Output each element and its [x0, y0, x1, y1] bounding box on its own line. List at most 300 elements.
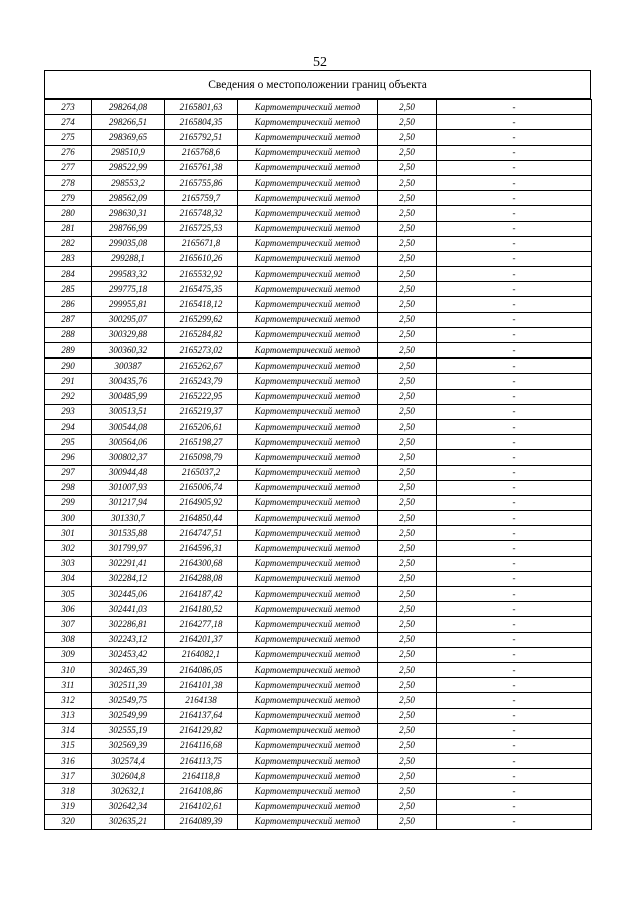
point-number-cell: 300	[45, 511, 92, 526]
x-coordinate-cell: 299775,18	[92, 282, 165, 297]
description-cell: -	[437, 374, 592, 389]
y-coordinate-cell: 2164108,86	[165, 784, 238, 799]
table-row	[45, 526, 592, 541]
accuracy-cell: 2,50	[378, 723, 437, 738]
description-cell: -	[437, 511, 592, 526]
x-coordinate-cell: 302286,81	[92, 617, 165, 632]
method-cell: Картометрический метод	[238, 799, 378, 814]
x-coordinate-cell: 298522,99	[92, 160, 165, 175]
description-cell: -	[437, 632, 592, 647]
accuracy-cell: 2,50	[378, 327, 437, 342]
table-row	[45, 465, 592, 480]
y-coordinate-cell: 2165671,8	[165, 236, 238, 251]
y-coordinate-cell: 2165299,62	[165, 312, 238, 327]
accuracy-cell: 2,50	[378, 419, 437, 434]
accuracy-cell: 2,50	[378, 404, 437, 419]
table-row	[45, 145, 592, 160]
table-row	[45, 784, 592, 799]
y-coordinate-cell: 2164086,05	[165, 662, 238, 677]
y-coordinate-cell: 2165198,27	[165, 435, 238, 450]
table-row	[45, 632, 592, 647]
table-row	[45, 571, 592, 586]
x-coordinate-cell: 301535,88	[92, 526, 165, 541]
method-cell: Картометрический метод	[238, 297, 378, 312]
point-number-cell: 281	[45, 221, 92, 236]
description-cell: -	[437, 282, 592, 297]
y-coordinate-cell: 2164116,68	[165, 738, 238, 753]
table-row	[45, 389, 592, 404]
method-cell: Картометрический метод	[238, 115, 378, 130]
table-row	[45, 814, 592, 829]
description-cell: -	[437, 708, 592, 723]
method-cell: Картометрический метод	[238, 282, 378, 297]
point-number-cell: 301	[45, 526, 92, 541]
accuracy-cell: 2,50	[378, 145, 437, 160]
table-row	[45, 708, 592, 723]
y-coordinate-cell: 2164101,38	[165, 678, 238, 693]
description-cell: -	[437, 450, 592, 465]
point-number-cell: 278	[45, 175, 92, 190]
method-cell: Картометрический метод	[238, 480, 378, 495]
table-row	[45, 206, 592, 221]
x-coordinate-cell: 302284,12	[92, 571, 165, 586]
accuracy-cell: 2,50	[378, 389, 437, 404]
y-coordinate-cell: 2164113,75	[165, 754, 238, 769]
method-cell: Картометрический метод	[238, 236, 378, 251]
x-coordinate-cell: 299955,81	[92, 297, 165, 312]
table-row	[45, 343, 592, 359]
method-cell: Картометрический метод	[238, 358, 378, 374]
x-coordinate-cell: 302574,4	[92, 754, 165, 769]
x-coordinate-cell: 300564,06	[92, 435, 165, 450]
method-cell: Картометрический метод	[238, 100, 378, 115]
description-cell: -	[437, 769, 592, 784]
y-coordinate-cell: 2165610,26	[165, 251, 238, 266]
y-coordinate-cell: 2165475,35	[165, 282, 238, 297]
point-number-cell: 311	[45, 678, 92, 693]
table-row	[45, 738, 592, 753]
y-coordinate-cell: 2165768,6	[165, 145, 238, 160]
method-cell: Картометрический метод	[238, 738, 378, 753]
x-coordinate-cell: 299583,32	[92, 267, 165, 282]
accuracy-cell: 2,50	[378, 738, 437, 753]
method-cell: Картометрический метод	[238, 130, 378, 145]
x-coordinate-cell: 300944,48	[92, 465, 165, 480]
point-number-cell: 313	[45, 708, 92, 723]
point-number-cell: 287	[45, 312, 92, 327]
method-cell: Картометрический метод	[238, 617, 378, 632]
accuracy-cell: 2,50	[378, 100, 437, 115]
method-cell: Картометрический метод	[238, 221, 378, 236]
y-coordinate-cell: 2165262,67	[165, 358, 238, 374]
x-coordinate-cell: 298630,31	[92, 206, 165, 221]
accuracy-cell: 2,50	[378, 343, 437, 359]
accuracy-cell: 2,50	[378, 175, 437, 190]
y-coordinate-cell: 2164089,39	[165, 814, 238, 829]
description-cell: -	[437, 723, 592, 738]
y-coordinate-cell: 2165206,61	[165, 419, 238, 434]
y-coordinate-cell: 2164850,44	[165, 511, 238, 526]
point-number-cell: 289	[45, 343, 92, 359]
coordinates-table	[44, 99, 592, 830]
table-row	[45, 435, 592, 450]
description-cell: -	[437, 784, 592, 799]
y-coordinate-cell: 2165006,74	[165, 480, 238, 495]
table-row	[45, 693, 592, 708]
point-number-cell: 302	[45, 541, 92, 556]
method-cell: Картометрический метод	[238, 587, 378, 602]
point-number-cell: 305	[45, 587, 92, 602]
table-row	[45, 267, 592, 282]
description-cell: -	[437, 480, 592, 495]
point-number-cell: 319	[45, 799, 92, 814]
method-cell: Картометрический метод	[238, 602, 378, 617]
y-coordinate-cell: 2164300,68	[165, 556, 238, 571]
y-coordinate-cell: 2165284,82	[165, 327, 238, 342]
accuracy-cell: 2,50	[378, 784, 437, 799]
y-coordinate-cell: 2165748,32	[165, 206, 238, 221]
description-cell: -	[437, 799, 592, 814]
accuracy-cell: 2,50	[378, 435, 437, 450]
y-coordinate-cell: 2164180,52	[165, 602, 238, 617]
method-cell: Картометрический метод	[238, 191, 378, 206]
method-cell: Картометрический метод	[238, 389, 378, 404]
method-cell: Картометрический метод	[238, 526, 378, 541]
y-coordinate-cell: 2165273,02	[165, 343, 238, 359]
x-coordinate-cell: 302604,8	[92, 769, 165, 784]
method-cell: Картометрический метод	[238, 495, 378, 510]
accuracy-cell: 2,50	[378, 662, 437, 677]
y-coordinate-cell: 2164905,92	[165, 495, 238, 510]
accuracy-cell: 2,50	[378, 191, 437, 206]
y-coordinate-cell: 2164277,18	[165, 617, 238, 632]
x-coordinate-cell: 302549,75	[92, 693, 165, 708]
description-cell: -	[437, 738, 592, 753]
table-row	[45, 541, 592, 556]
x-coordinate-cell: 302453,42	[92, 647, 165, 662]
accuracy-cell: 2,50	[378, 480, 437, 495]
y-coordinate-cell: 2164288,08	[165, 571, 238, 586]
table-row	[45, 647, 592, 662]
accuracy-cell: 2,50	[378, 236, 437, 251]
point-number-cell: 291	[45, 374, 92, 389]
method-cell: Картометрический метод	[238, 662, 378, 677]
description-cell: -	[437, 435, 592, 450]
y-coordinate-cell: 2164596,31	[165, 541, 238, 556]
description-cell: -	[437, 404, 592, 419]
accuracy-cell: 2,50	[378, 511, 437, 526]
description-cell: -	[437, 236, 592, 251]
coordinates-table-body	[45, 100, 592, 830]
description-cell: -	[437, 191, 592, 206]
y-coordinate-cell: 2165222,95	[165, 389, 238, 404]
accuracy-cell: 2,50	[378, 221, 437, 236]
description-cell: -	[437, 175, 592, 190]
y-coordinate-cell: 2165761,38	[165, 160, 238, 175]
accuracy-cell: 2,50	[378, 754, 437, 769]
y-coordinate-cell: 2165037,2	[165, 465, 238, 480]
point-number-cell: 285	[45, 282, 92, 297]
method-cell: Картометрический метод	[238, 374, 378, 389]
table-row	[45, 251, 592, 266]
table-row	[45, 404, 592, 419]
x-coordinate-cell: 302555,19	[92, 723, 165, 738]
method-cell: Картометрический метод	[238, 419, 378, 434]
description-cell: -	[437, 145, 592, 160]
description-cell: -	[437, 206, 592, 221]
x-coordinate-cell: 299035,08	[92, 236, 165, 251]
table-row	[45, 130, 592, 145]
point-number-cell: 309	[45, 647, 92, 662]
method-cell: Картометрический метод	[238, 723, 378, 738]
y-coordinate-cell: 2164129,82	[165, 723, 238, 738]
description-cell: -	[437, 647, 592, 662]
x-coordinate-cell: 302549,99	[92, 708, 165, 723]
description-cell: -	[437, 571, 592, 586]
method-cell: Картометрический метод	[238, 571, 378, 586]
x-coordinate-cell: 300360,32	[92, 343, 165, 359]
point-number-cell: 295	[45, 435, 92, 450]
table-title: Сведения о местоположении границ объекта	[44, 70, 591, 99]
page-number: 52	[313, 55, 327, 70]
accuracy-cell: 2,50	[378, 769, 437, 784]
x-coordinate-cell: 302635,21	[92, 814, 165, 829]
y-coordinate-cell: 2165804,35	[165, 115, 238, 130]
x-coordinate-cell: 298562,09	[92, 191, 165, 206]
y-coordinate-cell: 2164137,64	[165, 708, 238, 723]
accuracy-cell: 2,50	[378, 632, 437, 647]
method-cell: Картометрический метод	[238, 312, 378, 327]
method-cell: Картометрический метод	[238, 784, 378, 799]
y-coordinate-cell: 2164187,42	[165, 587, 238, 602]
table-row	[45, 312, 592, 327]
method-cell: Картометрический метод	[238, 404, 378, 419]
y-coordinate-cell: 2165243,79	[165, 374, 238, 389]
accuracy-cell: 2,50	[378, 160, 437, 175]
point-number-cell: 303	[45, 556, 92, 571]
point-number-cell: 315	[45, 738, 92, 753]
accuracy-cell: 2,50	[378, 814, 437, 829]
accuracy-cell: 2,50	[378, 799, 437, 814]
description-cell: -	[437, 115, 592, 130]
y-coordinate-cell: 2165759,7	[165, 191, 238, 206]
table-row	[45, 297, 592, 312]
accuracy-cell: 2,50	[378, 206, 437, 221]
point-number-cell: 304	[45, 571, 92, 586]
point-number-cell: 310	[45, 662, 92, 677]
description-cell: -	[437, 587, 592, 602]
accuracy-cell: 2,50	[378, 312, 437, 327]
point-number-cell: 318	[45, 784, 92, 799]
x-coordinate-cell: 298266,51	[92, 115, 165, 130]
table-row	[45, 587, 592, 602]
point-number-cell: 288	[45, 327, 92, 342]
table-row	[45, 754, 592, 769]
table-row	[45, 221, 592, 236]
point-number-cell: 312	[45, 693, 92, 708]
y-coordinate-cell: 2165418,12	[165, 297, 238, 312]
x-coordinate-cell: 302465,39	[92, 662, 165, 677]
y-coordinate-cell: 2165755,86	[165, 175, 238, 190]
accuracy-cell: 2,50	[378, 450, 437, 465]
point-number-cell: 274	[45, 115, 92, 130]
method-cell: Картометрический метод	[238, 251, 378, 266]
table-row	[45, 480, 592, 495]
point-number-cell: 282	[45, 236, 92, 251]
x-coordinate-cell: 302511,39	[92, 678, 165, 693]
y-coordinate-cell: 2164201,37	[165, 632, 238, 647]
x-coordinate-cell: 301330,7	[92, 511, 165, 526]
x-coordinate-cell: 302291,41	[92, 556, 165, 571]
point-number-cell: 314	[45, 723, 92, 738]
table-row	[45, 495, 592, 510]
y-coordinate-cell: 2164138	[165, 693, 238, 708]
y-coordinate-cell: 2165801,63	[165, 100, 238, 115]
table-row	[45, 419, 592, 434]
point-number-cell: 292	[45, 389, 92, 404]
table-row	[45, 374, 592, 389]
x-coordinate-cell: 301799,97	[92, 541, 165, 556]
y-coordinate-cell: 2165219,37	[165, 404, 238, 419]
table-row	[45, 175, 592, 190]
point-number-cell: 316	[45, 754, 92, 769]
x-coordinate-cell: 300435,76	[92, 374, 165, 389]
x-coordinate-cell: 300329,88	[92, 327, 165, 342]
accuracy-cell: 2,50	[378, 297, 437, 312]
x-coordinate-cell: 298264,08	[92, 100, 165, 115]
description-cell: -	[437, 617, 592, 632]
point-number-cell: 317	[45, 769, 92, 784]
accuracy-cell: 2,50	[378, 465, 437, 480]
point-number-cell: 320	[45, 814, 92, 829]
y-coordinate-cell: 2164118,8	[165, 769, 238, 784]
x-coordinate-cell: 298766,99	[92, 221, 165, 236]
y-coordinate-cell: 2164102,61	[165, 799, 238, 814]
description-cell: -	[437, 556, 592, 571]
description-cell: -	[437, 662, 592, 677]
method-cell: Картометрический метод	[238, 343, 378, 359]
table-row	[45, 617, 592, 632]
description-cell: -	[437, 267, 592, 282]
point-number-cell: 294	[45, 419, 92, 434]
description-cell: -	[437, 678, 592, 693]
table-row	[45, 602, 592, 617]
x-coordinate-cell: 298510,9	[92, 145, 165, 160]
x-coordinate-cell: 301007,93	[92, 480, 165, 495]
method-cell: Картометрический метод	[238, 556, 378, 571]
point-number-cell: 280	[45, 206, 92, 221]
x-coordinate-cell: 300295,07	[92, 312, 165, 327]
method-cell: Картометрический метод	[238, 435, 378, 450]
method-cell: Картометрический метод	[238, 450, 378, 465]
point-number-cell: 290	[45, 358, 92, 374]
method-cell: Картометрический метод	[238, 814, 378, 829]
point-number-cell: 299	[45, 495, 92, 510]
accuracy-cell: 2,50	[378, 556, 437, 571]
description-cell: -	[437, 343, 592, 359]
method-cell: Картометрический метод	[238, 175, 378, 190]
x-coordinate-cell: 298369,65	[92, 130, 165, 145]
method-cell: Картометрический метод	[238, 541, 378, 556]
description-cell: -	[437, 312, 592, 327]
description-cell: -	[437, 389, 592, 404]
description-cell: -	[437, 541, 592, 556]
accuracy-cell: 2,50	[378, 571, 437, 586]
method-cell: Картометрический метод	[238, 754, 378, 769]
table-row	[45, 450, 592, 465]
y-coordinate-cell: 2165725,53	[165, 221, 238, 236]
method-cell: Картометрический метод	[238, 632, 378, 647]
table-row	[45, 723, 592, 738]
x-coordinate-cell: 298553,2	[92, 175, 165, 190]
x-coordinate-cell: 300802,37	[92, 450, 165, 465]
x-coordinate-cell: 300513,51	[92, 404, 165, 419]
accuracy-cell: 2,50	[378, 602, 437, 617]
point-number-cell: 277	[45, 160, 92, 175]
description-cell: -	[437, 160, 592, 175]
accuracy-cell: 2,50	[378, 282, 437, 297]
point-number-cell: 293	[45, 404, 92, 419]
table-row	[45, 160, 592, 175]
accuracy-cell: 2,50	[378, 587, 437, 602]
accuracy-cell: 2,50	[378, 647, 437, 662]
point-number-cell: 306	[45, 602, 92, 617]
method-cell: Картометрический метод	[238, 145, 378, 160]
accuracy-cell: 2,50	[378, 267, 437, 282]
method-cell: Картометрический метод	[238, 708, 378, 723]
point-number-cell: 286	[45, 297, 92, 312]
description-cell: -	[437, 465, 592, 480]
x-coordinate-cell: 299288,1	[92, 251, 165, 266]
table-row	[45, 662, 592, 677]
x-coordinate-cell: 300544,08	[92, 419, 165, 434]
accuracy-cell: 2,50	[378, 526, 437, 541]
x-coordinate-cell: 300485,99	[92, 389, 165, 404]
description-cell: -	[437, 814, 592, 829]
method-cell: Картометрический метод	[238, 693, 378, 708]
y-coordinate-cell: 2165532,92	[165, 267, 238, 282]
table-row	[45, 100, 592, 115]
table-row	[45, 799, 592, 814]
table-row	[45, 511, 592, 526]
x-coordinate-cell: 300387	[92, 358, 165, 374]
method-cell: Картометрический метод	[238, 511, 378, 526]
point-number-cell: 296	[45, 450, 92, 465]
method-cell: Картометрический метод	[238, 647, 378, 662]
accuracy-cell: 2,50	[378, 358, 437, 374]
description-cell: -	[437, 358, 592, 374]
description-cell: -	[437, 327, 592, 342]
accuracy-cell: 2,50	[378, 495, 437, 510]
point-number-cell: 275	[45, 130, 92, 145]
description-cell: -	[437, 754, 592, 769]
method-cell: Картометрический метод	[238, 267, 378, 282]
description-cell: -	[437, 495, 592, 510]
accuracy-cell: 2,50	[378, 115, 437, 130]
y-coordinate-cell: 2165098,79	[165, 450, 238, 465]
accuracy-cell: 2,50	[378, 708, 437, 723]
method-cell: Картометрический метод	[238, 327, 378, 342]
table-row	[45, 358, 592, 374]
point-number-cell: 307	[45, 617, 92, 632]
table-row	[45, 115, 592, 130]
point-number-cell: 298	[45, 480, 92, 495]
description-cell: -	[437, 419, 592, 434]
accuracy-cell: 2,50	[378, 130, 437, 145]
y-coordinate-cell: 2165792,51	[165, 130, 238, 145]
table-row	[45, 769, 592, 784]
y-coordinate-cell: 2164747,51	[165, 526, 238, 541]
